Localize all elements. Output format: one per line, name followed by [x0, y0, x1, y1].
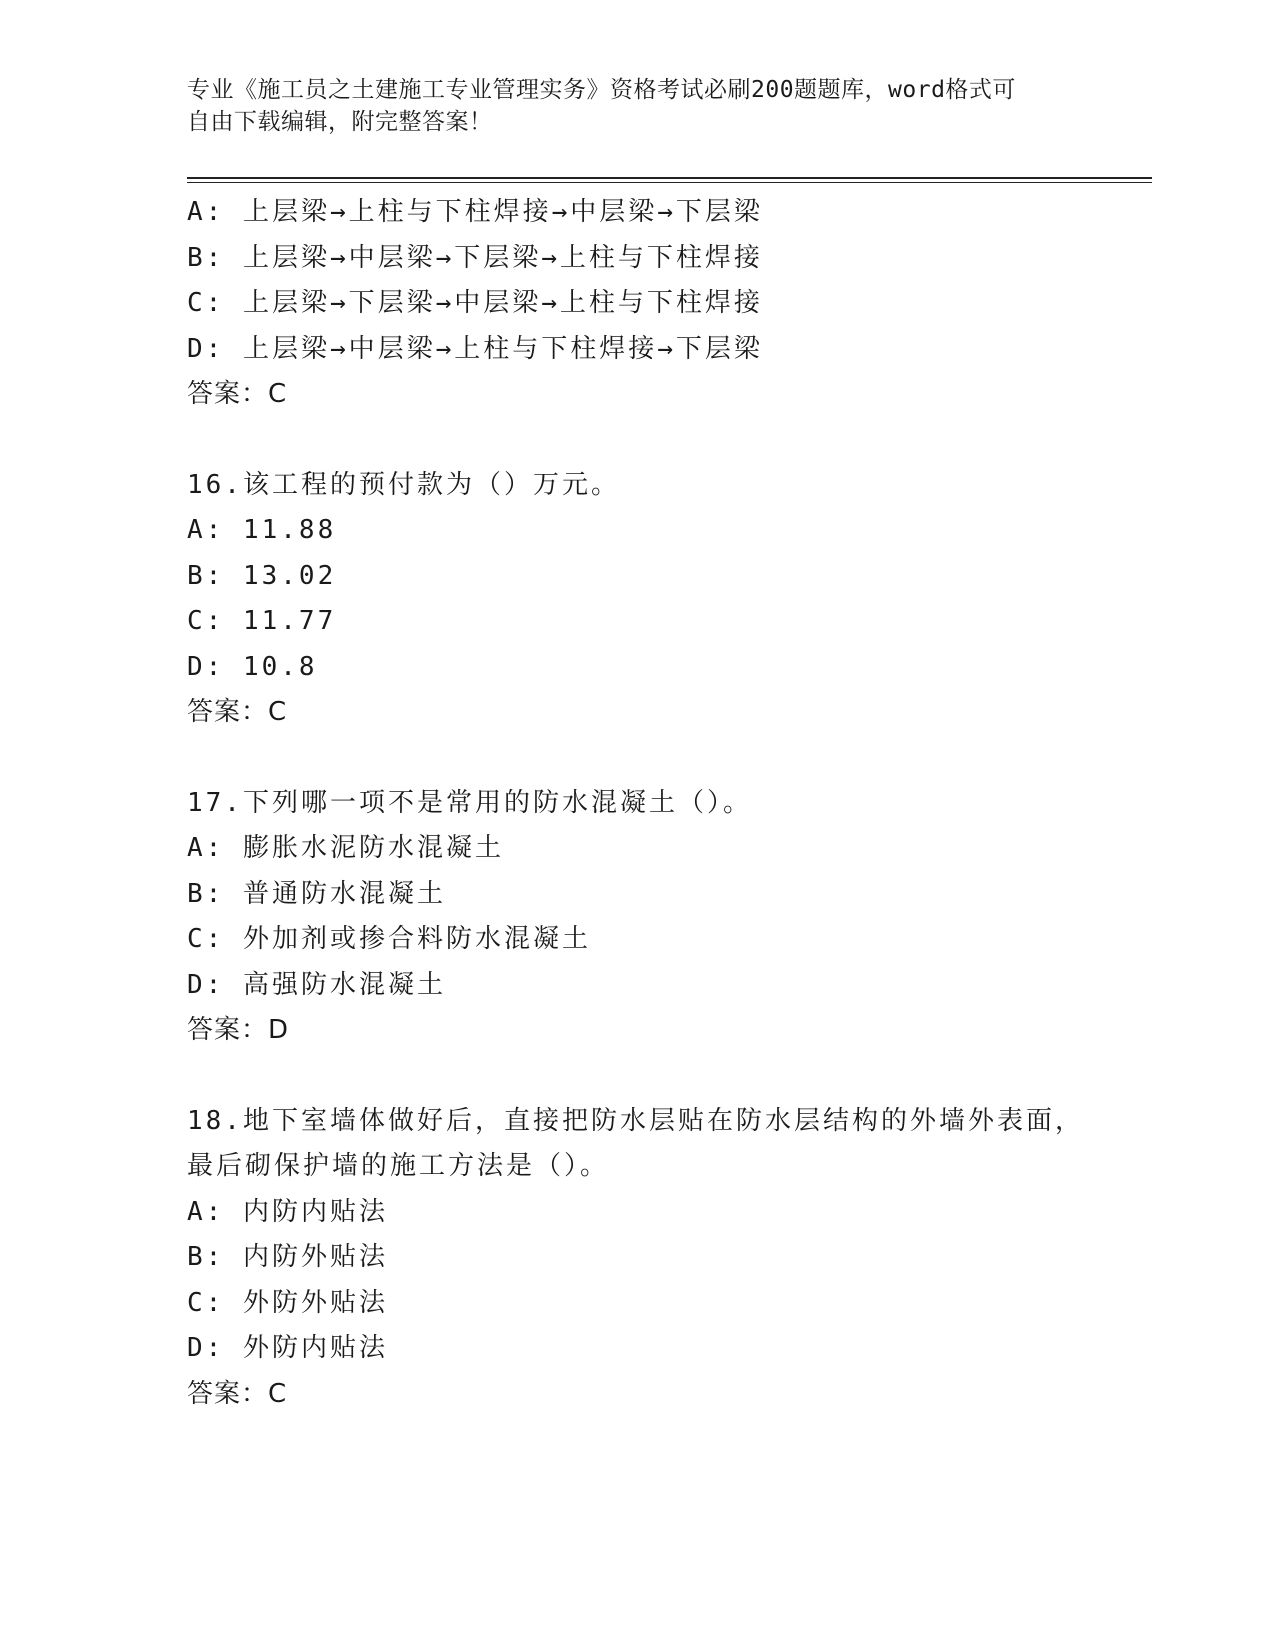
option-c: C: 外防外贴法 — [187, 1287, 388, 1318]
answer: 答案：C — [187, 697, 288, 727]
option-d: D: 高强防水混凝土 — [187, 969, 446, 1000]
header-title-line-2: 自由下载编辑，附完整答案！ — [187, 109, 493, 135]
question-16 — [187, 463, 1147, 736]
question-18 — [187, 1099, 1147, 1418]
option-b: B: 上层梁→中层梁→下层梁→上柱与下柱焊接 — [187, 242, 763, 273]
answer: 答案：D — [187, 1015, 290, 1045]
header-divider — [187, 177, 1152, 183]
continued-question — [187, 190, 1147, 418]
option-a: A: 膨胀水泥防水混凝土 — [187, 833, 504, 863]
document-body — [187, 190, 1147, 1417]
question-17 — [187, 781, 1147, 1054]
option-d: D: 外防内贴法 — [187, 1333, 388, 1363]
option-b: B: 内防外贴法 — [187, 1242, 388, 1272]
option-b: B: 13.02 — [187, 560, 337, 591]
option-d: D: 10.8 — [187, 651, 318, 682]
answer: 答案：C — [187, 379, 288, 409]
question-stem: 16.该工程的预付款为（）万元。 — [187, 469, 620, 500]
option-c: C: 上层梁→下层梁→中层梁→上柱与下柱焊接 — [187, 288, 763, 318]
page-header — [187, 74, 1087, 138]
option-d: D: 上层梁→中层梁→上柱与下柱焊接→下层梁 — [187, 333, 763, 364]
option-c: C: 外加剂或掺合料防水混凝土 — [187, 924, 591, 954]
option-a: A: 内防内贴法 — [187, 1196, 388, 1227]
option-a: A: 11.88 — [187, 515, 337, 545]
question-stem-line-2: 最后砌保护墙的施工方法是（）。 — [187, 1151, 610, 1181]
option-b: B: 普通防水混凝土 — [187, 878, 446, 909]
answer: 答案：C — [187, 1378, 288, 1409]
question-stem-line-1: 18.地下室墙体做好后，直接把防水层贴在防水层结构的外墙外表面， — [187, 1105, 1084, 1136]
header-title-line-1: 专业《施工员之土建施工专业管理实务》资格考试必刷200题题库，word格式可 — [187, 77, 1016, 103]
option-c: C: 11.77 — [187, 606, 337, 636]
option-a: A: 上层梁→上柱与下柱焊接→中层梁→下层梁 — [187, 197, 763, 227]
question-stem: 17.下列哪一项不是常用的防水混凝土（）。 — [187, 787, 752, 818]
